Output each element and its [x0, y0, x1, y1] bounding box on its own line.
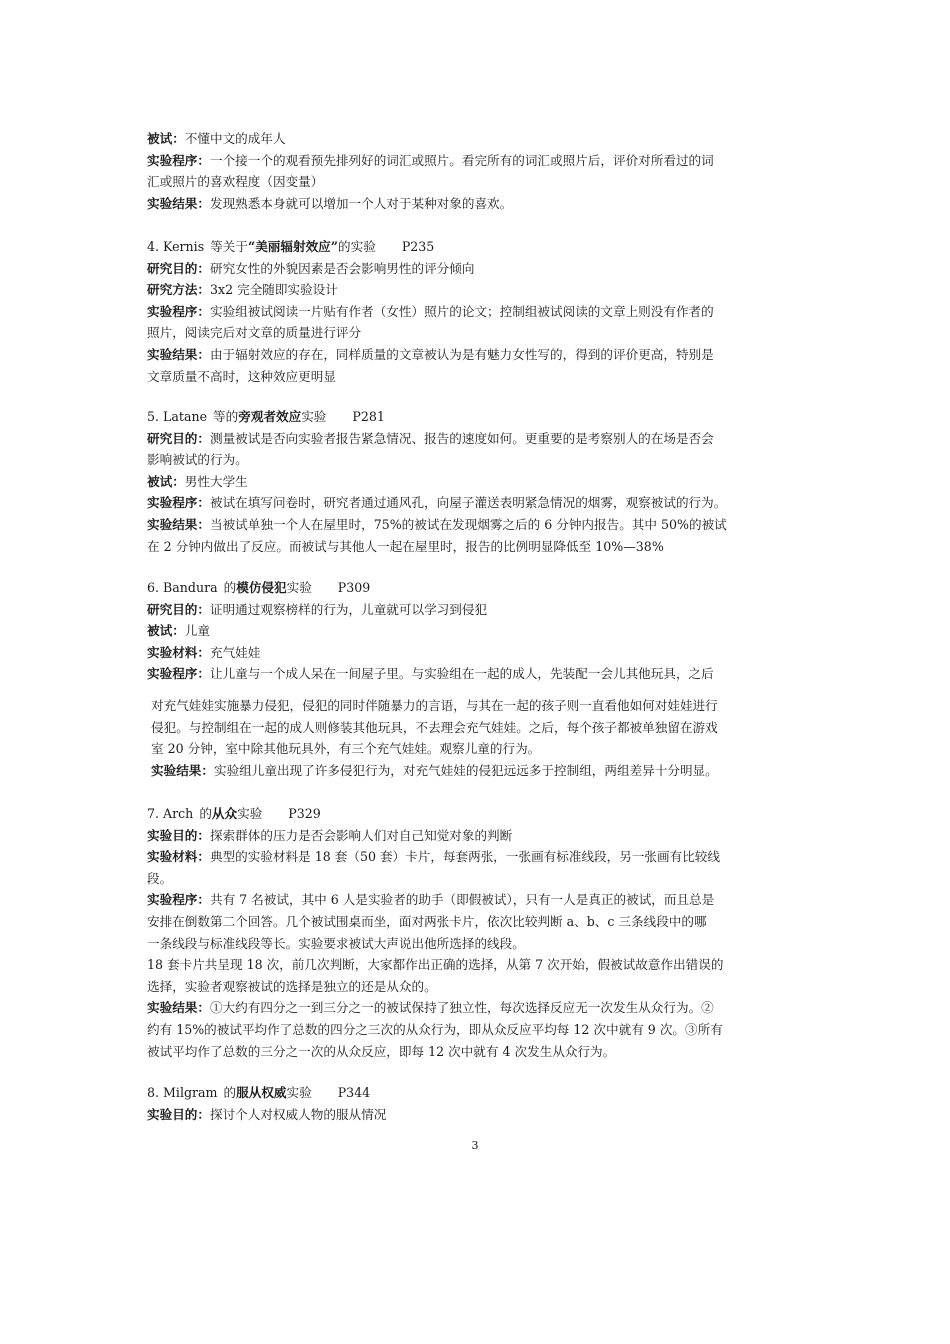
purpose-text: 探索群体的压力是否会影响人们对自己知觉对象的判断 — [209, 827, 513, 843]
purpose-text: 测量被试是否向实验者报告紧急情况、报告的速度如何。更重要的是考察别人的在场是否会 — [209, 430, 714, 446]
heading-number: 8. Milgram — [147, 1085, 218, 1100]
subjects-label: 被试： — [147, 131, 185, 146]
heading-pre: 等关于 — [210, 239, 248, 254]
result-line — [151, 760, 801, 782]
purpose-line — [147, 599, 797, 621]
page-reference: P309 — [337, 580, 371, 595]
section-7 — [147, 803, 797, 1062]
heading-post: 实验 — [286, 1085, 312, 1100]
page-reference: P235 — [401, 239, 435, 254]
heading-strong: 服从权威 — [236, 1085, 287, 1100]
result-line — [147, 997, 797, 1019]
heading-number: 6. Bandura — [147, 580, 218, 595]
subjects-label: 被试： — [147, 623, 185, 639]
result-text: 当被试单独一个人在屋里时，75%的被试在发现烟雾之后的 6 分钟内报告。其中 50%的被试 — [209, 516, 727, 532]
subjects-line — [147, 128, 797, 150]
page-number: 3 — [471, 1139, 479, 1152]
procedure-text: 一个接一个的观看预先排列好的词汇或照片。看完所有的词汇或照片后，评价对所看过的词 — [209, 152, 714, 168]
result-label: 实验结果： — [147, 195, 210, 211]
method-label: 研究方法： — [147, 282, 210, 298]
procedure-line-4: 室 20 分钟，室中除其他玩具外，有三个充气娃娃。观察儿童的行为。 — [151, 741, 541, 757]
section-heading — [147, 236, 797, 258]
result-line-2: 在 2 分钟内做出了反应。而被试与其他人一起在屋里时，报告的比例明显降低至 10%—38% — [147, 538, 664, 554]
purpose-line — [147, 258, 797, 280]
subjects-label: 被试： — [147, 473, 185, 489]
purpose-text: 证明通过观察榜样的行为，儿童就可以学习到侵犯 — [209, 601, 488, 617]
section-6-continued — [147, 695, 801, 781]
section-4 — [147, 236, 797, 387]
purpose-line — [147, 825, 797, 847]
procedure-text: 让儿童与一个成人呆在一间屋子里。与实验组在一起的成人，先装配一会儿其他玩具，之后 — [209, 666, 714, 682]
procedure-line-2: 汇或照片的喜欢程度（因变量） — [147, 174, 324, 190]
method-text: 3x2 完全随即实验设计 — [209, 282, 338, 298]
heading-strong: 模仿侵犯 — [236, 580, 287, 595]
result-line — [147, 344, 797, 366]
section-8 — [147, 1082, 797, 1125]
purpose-line — [147, 428, 797, 450]
procedure-line — [147, 889, 797, 911]
procedure-line-5: 选择，实验者观察被试的选择是独立的还是从众的。 — [147, 978, 437, 994]
subjects-line — [147, 620, 797, 642]
subjects-text: 儿童 — [184, 623, 210, 639]
section-heading — [147, 803, 797, 825]
heading-post: 实验 — [286, 580, 312, 595]
heading-pre: 的 — [223, 580, 237, 595]
result-label: 实验结果： — [147, 1000, 210, 1016]
purpose-label: 研究目的： — [147, 430, 210, 446]
procedure-line-2: 照片，阅读完后对文章的质量进行评分 — [147, 325, 362, 341]
material-label: 实验材料： — [147, 644, 210, 660]
page-reference: P329 — [288, 806, 321, 821]
purpose-line-2: 影响被试的行为。 — [147, 452, 248, 468]
material-line-2: 段。 — [147, 870, 173, 886]
procedure-line — [147, 663, 797, 685]
procedure-text: 被试在填写问卷时，研究者通过通风孔，向屋子灌送表明紧急情况的烟雾，观察被试的行为。 — [209, 495, 727, 511]
heading-strong: 旁观者效应 — [238, 409, 302, 424]
heading-pre: 等的 — [213, 409, 239, 424]
material-line — [147, 642, 797, 664]
heading-number: 7. Arch — [147, 806, 194, 821]
result-line — [147, 514, 797, 536]
heading-pre: 的 — [199, 806, 212, 821]
purpose-label: 研究目的： — [147, 601, 210, 617]
procedure-line — [147, 492, 797, 514]
purpose-label: 实验目的： — [147, 827, 210, 843]
result-text: 发现熟悉本身就可以增加一个人对于某种对象的喜欢。 — [209, 195, 513, 211]
result-line-3: 被试平均作了总数的三分之一次的从众反应，即每 12 次中就有 4 次发生从众行为。 — [147, 1043, 616, 1059]
heading-number: 5. Latane — [147, 409, 208, 424]
procedure-line — [147, 150, 797, 172]
section-3-tail — [147, 128, 797, 214]
result-label: 实验结果： — [147, 516, 210, 532]
procedure-line-3: 侵犯。与控制组在一起的成人则修装其他玩具，不去理会充气娃娃。之后，每个孩子都被单独留在游戏 — [151, 719, 718, 735]
heading-number: 4. Kernis — [147, 239, 205, 254]
subjects-text: 不懂中文的成年人 — [184, 131, 286, 146]
subjects-text: 男性大学生 — [184, 473, 248, 489]
result-label: 实验结果： — [147, 346, 210, 362]
purpose-label: 实验目的： — [147, 1106, 210, 1122]
material-text: 充气娃娃 — [209, 644, 261, 660]
subjects-line — [147, 471, 797, 493]
procedure-line — [147, 301, 797, 323]
procedure-text: 共有 7 名被试，其中 6 人是实验者的助手（即假被试），只有一人是真正的被试，而且总是 — [209, 892, 715, 908]
result-label: 实验结果： — [151, 762, 214, 778]
section-6 — [147, 577, 797, 685]
procedure-line-3: 一条线段与标准线段等长。实验要求被试大声说出他所选择的线段。 — [147, 935, 525, 951]
purpose-text: 研究女性的外貌因素是否会影响男性的评分倾向 — [209, 260, 475, 276]
result-text: 实验组儿童出现了许多侵犯行为，对充气娃娃的侵犯远远多于控制组，两组差异十分明显。 — [213, 762, 718, 778]
purpose-label: 研究目的： — [147, 260, 210, 276]
section-heading — [147, 406, 797, 428]
procedure-line-2: 对充气娃娃实施暴力侵犯，侵犯的同时伴随暴力的言语，与其在一起的孩子则一直看他如何对娃娃进行 — [151, 698, 718, 713]
purpose-line — [147, 1104, 797, 1126]
heading-post: 实验 — [237, 806, 263, 821]
procedure-label: 实验程序： — [147, 303, 210, 319]
procedure-label: 实验程序： — [147, 892, 210, 908]
section-5 — [147, 406, 797, 557]
purpose-text: 探讨个人对权威人物的服从情况 — [209, 1106, 387, 1122]
procedure-line-2: 安排在倒数第二个回答。几个被试围桌而坐，面对两张卡片，依次比较判断 a、b、c 三条线段中的哪 — [147, 913, 707, 929]
procedure-line-4: 18 套卡片共呈现 18 次，前几次判断，大家都作出正确的选择，从第 7 次开始，假被试故意作出错误的 — [147, 957, 724, 973]
method-line — [147, 279, 797, 301]
procedure-label: 实验程序： — [147, 495, 210, 511]
section-heading — [147, 1082, 797, 1104]
heading-post: 的实验 — [338, 239, 376, 254]
page-reference: P281 — [352, 409, 385, 424]
result-line-2: 文章质量不高时，这种效应更明显 — [147, 368, 336, 384]
result-line-2: 约有 15%的被试平均作了总数的四分之三次的从众行为，即从众反应平均每 12 次中就有 9 次。③所有 — [147, 1021, 723, 1037]
result-text: ①大约有四分之一到三分之一的被试保持了独立性，每次选择反应无一次发生从众行为。② — [209, 1000, 714, 1016]
heading-post: 实验 — [301, 409, 327, 424]
heading-pre: 的 — [223, 1085, 237, 1100]
procedure-text: 实验组被试阅读一片贴有作者（女性）照片的论文；控制组被试阅读的文章上则没有作者的 — [209, 303, 714, 319]
procedure-label: 实验程序： — [147, 152, 210, 168]
procedure-label: 实验程序： — [147, 666, 210, 682]
section-heading — [147, 577, 797, 599]
result-text: 由于辐射效应的存在，同样质量的文章被认为是有魅力女性写的，得到的评价更高，特别是 — [209, 346, 714, 362]
material-text: 典型的实验材料是 18 套（50 套）卡片，每套两张，一张画有标准线段，另一张画有比较线 — [209, 849, 720, 865]
heading-strong: “美丽辐射效应” — [247, 239, 339, 254]
heading-strong: 从众 — [211, 806, 238, 821]
result-line — [147, 193, 797, 215]
material-line — [147, 846, 797, 868]
material-label: 实验材料： — [147, 849, 210, 865]
page-reference: P344 — [337, 1085, 371, 1100]
